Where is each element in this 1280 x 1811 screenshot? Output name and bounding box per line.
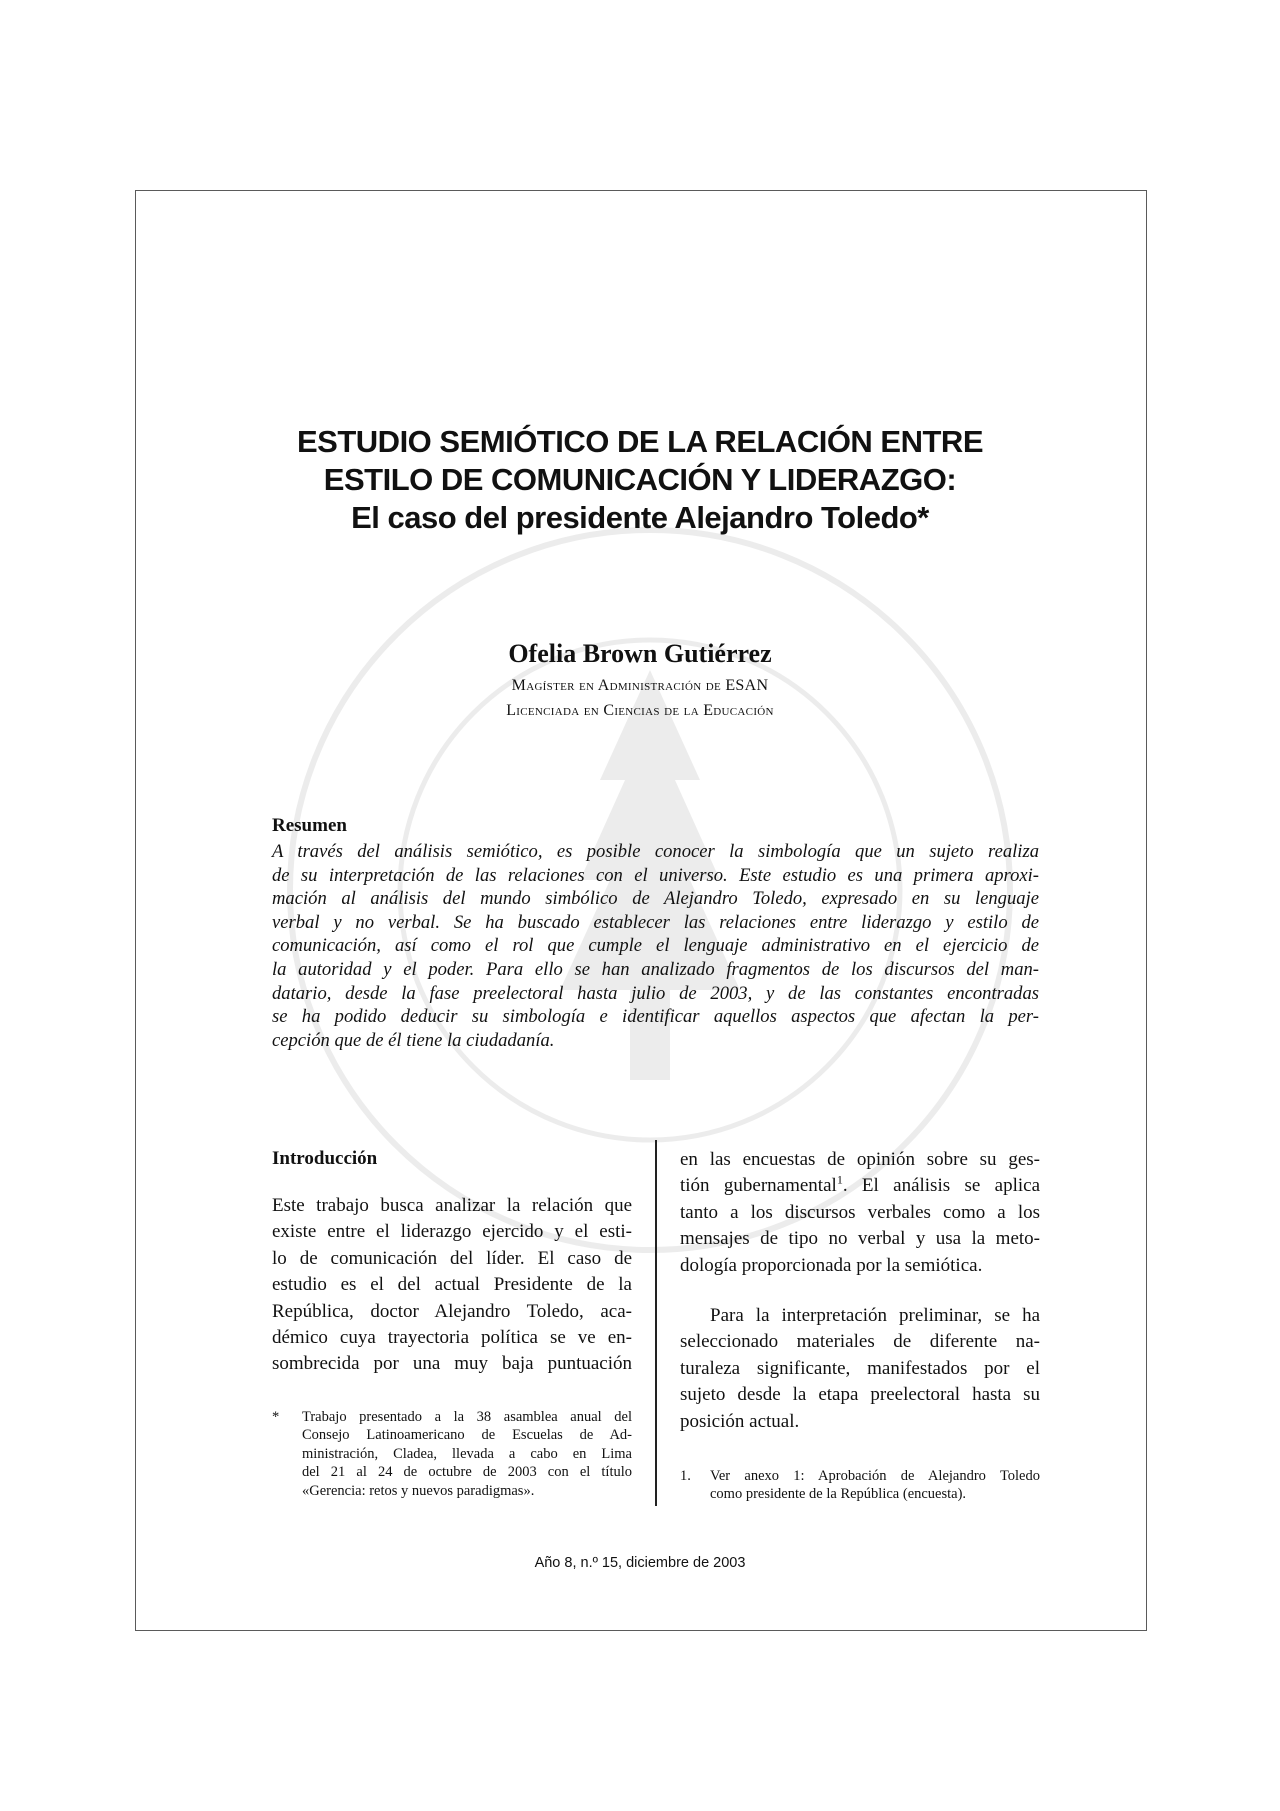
abstract-body [272, 840, 1039, 1052]
abstract-line: comunicación, así como el rol que cumple el lenguaje administrativo en el ejercicio de [272, 935, 1039, 957]
abstract-line: cepción que de él tiene la ciudadanía. [272, 1029, 555, 1051]
abstract-line: se ha podido deducir su simbología e identificar aquellos aspectos que afectan la per- [272, 1006, 1039, 1028]
column-divider [655, 1140, 657, 1506]
footnote-1 [680, 1467, 1040, 1504]
intro-paragraph-1 [272, 1193, 632, 1378]
abstract-line: datario, desde la fase preelectoral hasta julio de 2003, y de las constantes encontradas [272, 982, 1039, 1004]
body-line: turaleza significante, manifestados por el [680, 1357, 1040, 1379]
footnote-mark-1: 1. [680, 1468, 691, 1484]
author-affiliation-1: Magíster en Administración de ESAN [511, 677, 769, 694]
left-column [272, 1147, 632, 1378]
body-line: sombrecida por una muy baja puntuación [272, 1353, 632, 1375]
title-line-3: El caso del presidente Alejandro Toledo* [351, 500, 929, 535]
footnote-body [710, 1467, 1040, 1504]
body-line: sujeto desde la etapa preelectoral hasta su [680, 1384, 1040, 1406]
footnote-line: Trabajo presentado a la 38 asamblea anual del [302, 1409, 632, 1425]
body-line: dología proporcionada por la semiótica. [680, 1254, 983, 1276]
footnote-ref-1[interactable]: 1 [836, 1173, 843, 1188]
footnote-line: Consejo Latinoamericano de Escuelas de Ad- [302, 1427, 632, 1444]
intro-paragraph-2 [680, 1303, 1040, 1435]
body-text-span: . El análisis se aplica [842, 1175, 1040, 1197]
abstract-line: la autoridad y el poder. Para ello se han analizado fragmentos de los discursos del man- [272, 958, 1039, 980]
body-line: lo de comunicación del líder. El caso de [272, 1247, 632, 1269]
abstract-line: de su interpretación de las relaciones con el universo. Este estudio es una primera aproxi- [272, 864, 1039, 886]
footnote-line: como presidente de la República (encuesta). [710, 1486, 967, 1503]
title-line-2: ESTILO DE COMUNICACIÓN Y LIDERAZGO: [323, 462, 957, 497]
abstract-line: verbal y no verbal. Se ha buscado establecer las relaciones entre liderazgo y estilo de [272, 911, 1039, 933]
intro-paragraph-1-continued [680, 1147, 1040, 1279]
body-line: Para la interpretación preliminar, se ha [710, 1305, 1040, 1327]
abstract-heading: Resumen [272, 815, 347, 836]
body-line [680, 1173, 1040, 1199]
footnote-mark-star: * [272, 1409, 280, 1425]
body-line: Este trabajo busca analizar la relación que [272, 1195, 632, 1216]
author-name: Ofelia Brown Gutiérrez [508, 639, 772, 668]
footnote-line: ministración, Cladea, llevada a cabo en Lima [302, 1445, 632, 1462]
abstract-line: A través del análisis semiótico, es posible conocer la simbología que un sujeto realiza [272, 841, 1039, 862]
body-text-span: tión gubernamental [680, 1175, 837, 1197]
body-line: posición actual. [680, 1410, 800, 1432]
body-line: República, doctor Alejandro Toledo, aca- [272, 1300, 632, 1322]
page-footer: Año 8, n.º 15, diciembre de 2003 [534, 1555, 746, 1571]
body-line: mensajes de tipo no verbal y usa la meto- [680, 1228, 1040, 1250]
body-line: en las encuestas de opinión sobre su ges- [680, 1149, 1040, 1170]
section-heading-introduccion: Introducción [272, 1148, 378, 1169]
body-line: existe entre el liderazgo ejercido y el esti- [272, 1221, 632, 1243]
author-affiliation-2: Licenciada en Ciencias de la Educación [506, 702, 774, 719]
body-line: démico cuya trayectoria política se ve en- [272, 1327, 632, 1349]
body-line: seleccionado materiales de diferente na- [680, 1331, 1040, 1353]
footnote-line: Ver anexo 1: Aprobación de Alejandro Toledo [710, 1468, 1040, 1484]
article-title [150, 423, 1130, 537]
footnote-line: del 21 al 24 de octubre de 2003 con el título [302, 1464, 632, 1481]
footnote-body [302, 1408, 632, 1500]
body-line: tanto a los discursos verbales como a los [680, 1201, 1040, 1223]
footnote-line: «Gerencia: retos y nuevos paradigmas». [302, 1482, 535, 1499]
footnote-star [272, 1408, 632, 1500]
paragraph-gap [680, 1279, 1040, 1303]
title-line-1: ESTUDIO SEMIÓTICO DE LA RELACIÓN ENTRE [297, 424, 983, 459]
body-line: estudio es el del actual Presidente de la [272, 1274, 632, 1296]
right-column [680, 1147, 1040, 1435]
abstract-line: mación al análisis del mundo simbólico de Alejandro Toledo, expresado en su lenguaje [272, 888, 1039, 910]
